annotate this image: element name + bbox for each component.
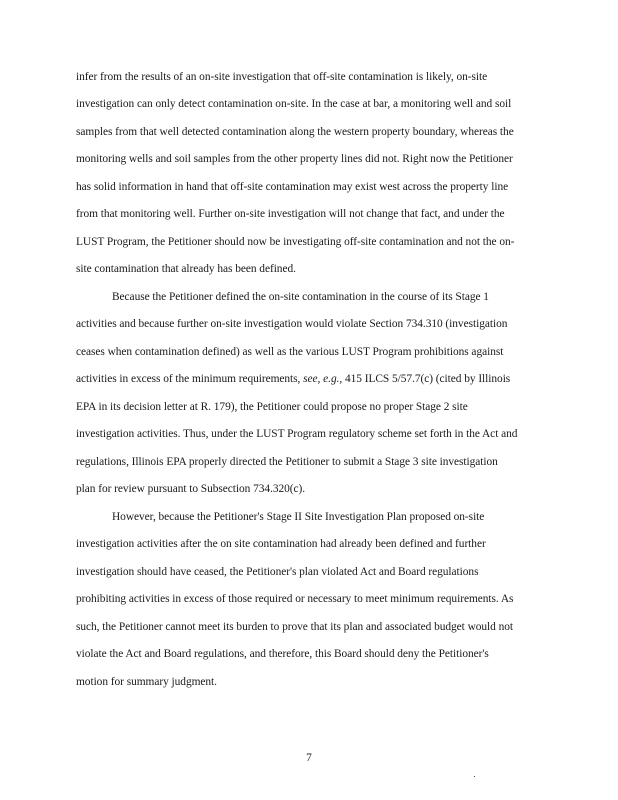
text-line: activities in excess of the minimum requirements, see, e.g., 415 ILCS 5/57.7(c) (cited by Illinois <box>76 373 511 385</box>
text-line: such, the Petitioner cannot meet its burden to prove that its plan and associated budget would not <box>76 621 514 633</box>
text-line: ceases when contamination defined) as well as the various LUST Program prohibitions against <box>76 346 504 358</box>
text-line: plan for review pursuant to Subsection 734.320(c). <box>76 483 306 495</box>
text-line: prohibiting activities in excess of those required or necessary to meet minimum requirements. As <box>76 593 514 605</box>
text-line: Because the Petitioner defined the on-site contamination in the course of its Stage 1 <box>112 291 489 303</box>
text-line: However, because the Petitioner's Stage II Site Investigation Plan proposed on-site <box>112 511 485 523</box>
citation-signal: see, e.g., <box>303 373 343 385</box>
text-line: investigation activities after the on site contamination had already been defined and further <box>76 538 486 550</box>
text-line: from that monitoring well. Further on-site investigation will not change that fact, and under the <box>76 208 505 220</box>
text-line: activities and because further on-site investigation would violate Section 734.310 (investigation <box>76 318 508 330</box>
text-line: has solid information in hand that off-site contamination may exist west across the property line <box>76 181 509 193</box>
text-line: violate the Act and Board regulations, and therefore, this Board should deny the Petitioner's <box>76 648 489 660</box>
text-line: infer from the results of an on-site investigation that off-site contamination is likely, on-site <box>76 71 488 83</box>
page-number: 7 <box>306 752 312 764</box>
text-line: monitoring wells and soil samples from the other property lines did not. Right now the Petitioner <box>76 153 513 165</box>
text-line: EPA in its decision letter at R. 179), the Petitioner could propose no proper Stage 2 site <box>76 401 468 413</box>
text-line: motion for summary judgment. <box>76 676 217 688</box>
text-line: investigation activities. Thus, under the LUST Program regulatory scheme set forth in the Act and <box>76 428 518 440</box>
text-line: samples from that well detected contamination along the western property boundary, whereas the <box>76 126 514 138</box>
scan-speck <box>474 776 475 777</box>
text-line: investigation can only detect contamination on-site. In the case at bar, a monitoring well and soil <box>76 98 512 110</box>
text-line: regulations, Illinois EPA properly directed the Petitioner to submit a Stage 3 site investigation <box>76 456 498 468</box>
text-line: investigation should have ceased, the Petitioner's plan violated Act and Board regulations <box>76 566 479 578</box>
text-line: site contamination that already has been defined. <box>76 263 296 275</box>
text-line: LUST Program, the Petitioner should now be investigating off-site contamination and not the on- <box>76 236 515 248</box>
